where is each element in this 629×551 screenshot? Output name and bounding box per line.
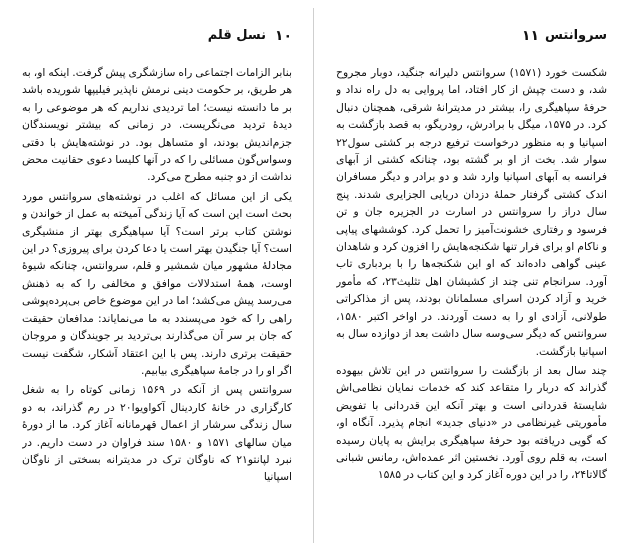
text-line: شکست خورد (۱۵۷۱) سروانتس دلیرانه جنگید، دوبار مجروح (336, 66, 607, 79)
text-line: در جامهٔ سپاهیگری بیابیم. (140, 363, 253, 377)
right-page-number: ۱۱ (521, 28, 539, 44)
text-line: سروانتس در اسارت در الجزیره جان و تن فرسود و رفتاری (336, 205, 607, 236)
text-line: دست آوردند. در اواخر اکتبر ۱۵۸۰، سروانتس که دیگر (336, 309, 607, 341)
text-line: بحث است این است که آیا زندگی آمیخته به عمل از خواندن و (22, 207, 292, 221)
text-line: بنابر الزامات اجتماعی راه سازشگری پیش گرفت. اینکه او، به هر (22, 66, 292, 97)
text-line: سپاهیگری را، بیشتر در مدیترانهٔ شرقی، همچنان دنبال کرد. در (336, 100, 607, 132)
left-page-body (22, 64, 292, 545)
paragraph (336, 362, 607, 484)
text-line: نوشتن کتاب برتر است؟ آیا سپاهیگری بهتر از منشیگری (22, 224, 292, 238)
text-line: داده‌اند که او این شکنجه‌ها را با بردباری تاب آورد. سرانجام تنی (336, 257, 607, 288)
text-line: سر آن می‌گذارند بی‌تردید بر جویندگان و مروجان حقیقت (22, 329, 292, 360)
text-line: و به منظور درخواست ترفیع درجه بر کشتی سول۲۲ سوار شد. (336, 135, 607, 167)
text-line: مسائلی را که در آنها کلیسا دعوی حقانیت محض نداشت از دو (22, 153, 292, 184)
text-line: اسرای مسلمانان بودند، پس از مذاکراتی طولانی، آزادی او را به (336, 292, 607, 323)
text-line: شد، و دست چپش از کار افتاد، اما پروایی به دل راه نداد و حرفهٔ (336, 83, 607, 114)
text-line: چند از کشیشان اهل تثلیث۲۳، که مأمور خرید و آزاد کردن (336, 274, 607, 306)
left-page (0, 0, 314, 551)
text-line: نظامی‌اش شایستهٔ قدردانی است و بهتر آنکه این قدردانی با (336, 381, 607, 412)
text-line: دانسته نیست؛ اما تردیدی نداریم که هر موضوعی را به دیدهٔ (22, 100, 292, 132)
text-line: اسپانیا وارد شد و دو برادر و دیگر مسافران اندک کشتی (336, 170, 607, 201)
text-line: خشونت‌آمیز را تحمل کرد. کوششهای پیاپی و ناکام او برای (336, 222, 607, 254)
text-line: برتری دارند. پس با این اعتقاد آشکار، شگفت نیست اگر او را (22, 346, 292, 377)
text-line: اوست، همهٔ استدلالات موافق و مخالفی را که به ذهنش می‌رسد (22, 276, 292, 308)
text-line: بیهوده گذراند که دربار را متقاعد کند که خدمات نمایان (336, 363, 607, 395)
text-line: تردید می‌نگریست. در زمانی که بیشتر نویسندگان جزم‌اندیش (22, 118, 292, 149)
text-line: زندگی سرشار از اعمال قهرمانانه آغاز کرد. ما از دورهٔ میان (22, 418, 292, 449)
left-page-number: ۱۰ (274, 28, 292, 44)
left-page-header (22, 28, 292, 46)
right-page-body (336, 64, 607, 545)
left-running-title: نسل قلم (207, 28, 266, 43)
text-line: یکی از این مسائل که اغلب در نوشته‌های سروانتس مورد (22, 189, 292, 203)
text-line: مجادلهٔ مشهور میان شمشیر و قلم، سروانتس، چنانکه شیوهٔ (22, 259, 292, 273)
text-line: گرفتار حملهٔ دزدان دریایی الجزایری شدند. پنج سال دراز را (336, 187, 607, 219)
text-line: سروانتس پس از آنکه در ۱۵۶۹ زمانی کوتاه را به شغل (22, 383, 292, 397)
text-line: بخت از او بر گشته بود، چنانکه کشتی از آبهای فرانسه به آبهای (336, 153, 607, 184)
text-line: پیش می‌کشد؛ اما در این موضوع خاص بی‌پرده‌پوشی راهی را (22, 294, 292, 325)
right-page (314, 0, 629, 551)
paragraph (22, 188, 292, 379)
right-running-title: سروانتس (545, 28, 607, 43)
right-page-header (336, 28, 607, 46)
text-line: است؟ آیا جنگیدن بهتر است یا دعا کردن برای پیروزی؟ در این (22, 242, 292, 256)
paragraph (22, 64, 292, 186)
text-line: جنبه مطرح می‌کرد. (147, 170, 234, 184)
text-line: لپانتو۲۱ که ناوگان ترک در مدیترانه بسختی از ناوگان اسپانیا (22, 452, 292, 484)
text-line: شبانی گالاتا۲۴، را در این دوره آغاز کرد و این کتاب در ۱۵۸۵ (336, 450, 607, 482)
text-line: آنگاه او، که گویی دریافته بود حرفهٔ سپاهیگری برایش به پایان (336, 416, 607, 447)
text-line: بودند، او متساهل بود. در نوشته‌هایش با دقتی وسواس‌گون (22, 135, 292, 167)
text-line: تفویض مأموریتی غیرنظامی در «دنیای جدید» انجام پذیرد. (336, 398, 607, 430)
text-line: که خود می‌پسندد به ما می‌نمایاند: مدافعان حقیقت که جان بر (22, 311, 292, 343)
text-line: فرار تنها شکنجه‌هایش را افزون کرد و شاهدان عینی گواهی (336, 240, 607, 271)
text-line: طریق، بر حکومت دینی نرمش ناپذیر فیلیپها شوریده باشد بر ما (22, 83, 292, 114)
paragraph (336, 64, 607, 360)
text-line: سی‌وسه سال داشت بعد از دوازده سال به اسپانیا بازگشت. (336, 327, 607, 358)
text-line: کارگزاری در خانهٔ کاردینال آکواویوا۲۰ در رم گذراند، به دو سال (22, 400, 292, 432)
text-line: سالهای ۱۵۷۱ و ۱۵۸۰ سند فراوان در دست داریم. در نبرد (22, 435, 292, 466)
text-line: رسیده است، به قلم روی آورد. نخستین اثر عمده‌اش، رمانس (336, 433, 607, 464)
text-line: چند سال بعد از بازگشت را سروانتس در این تلاش (368, 363, 607, 377)
text-line: ۱۵۷۵، میگل با برادرش، رودریگو، به قصد بازگشت به اسپانیا (336, 118, 607, 149)
paragraph (22, 381, 292, 485)
